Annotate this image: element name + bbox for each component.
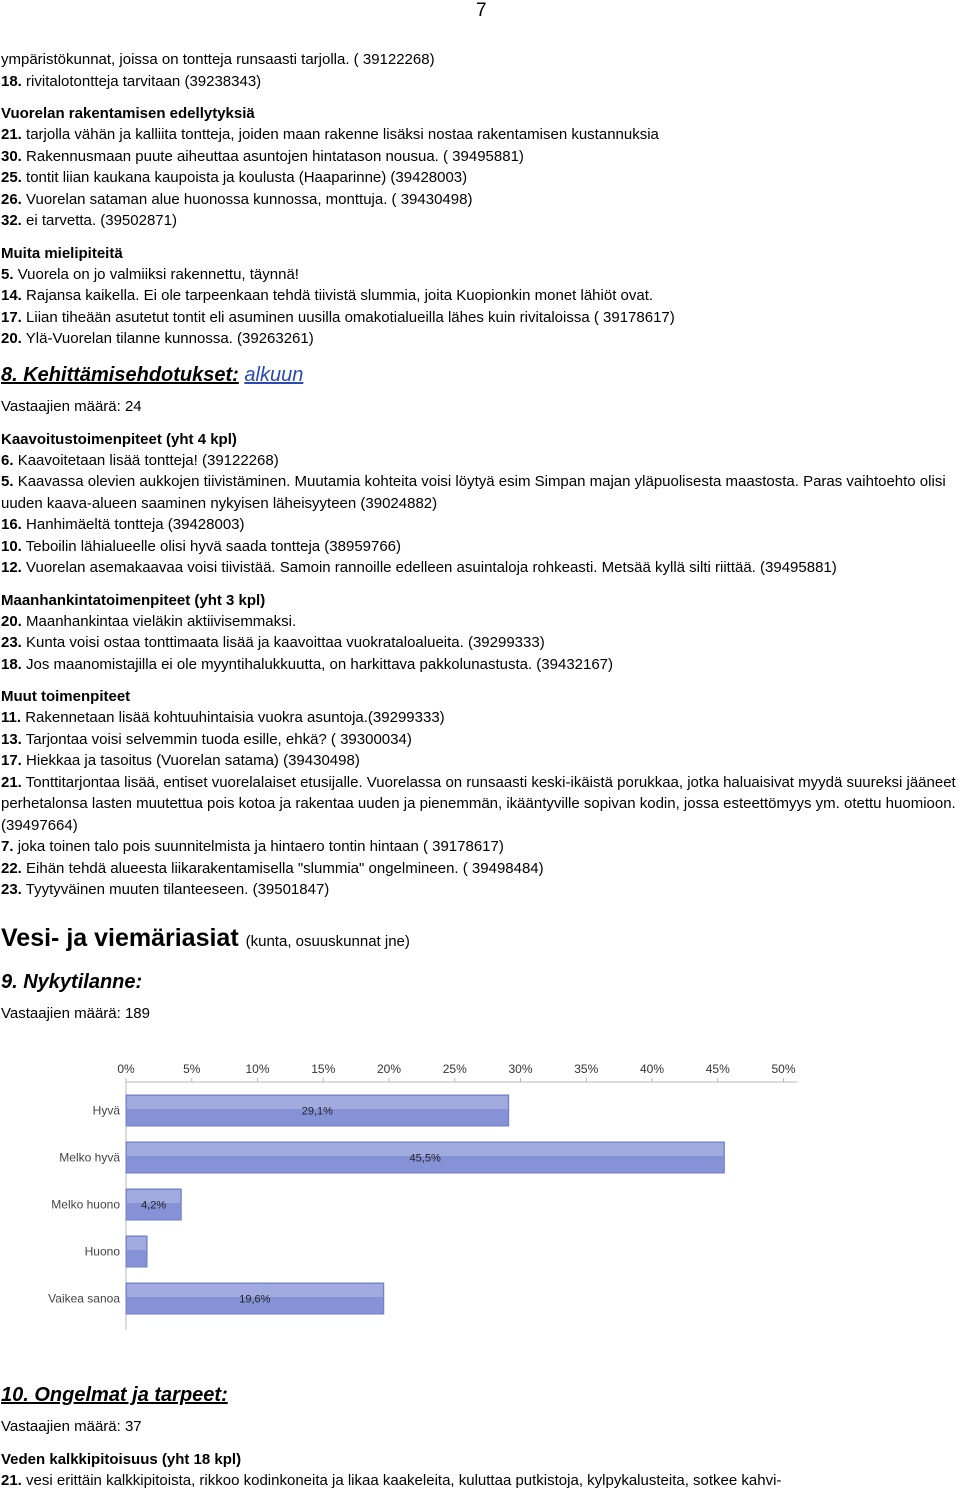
list-item: 14. Rajansa kaikella. Ei ole tarpeenkaan tehdä tiivistä slummia, joita Kuopionkin monet lähiöt ovat. [1,287,654,304]
list-item: 16. Hanhimäeltä tontteja (39428003) [1,516,245,533]
x-tick-label: 25% [442,1062,467,1076]
list-item: 25. tontit liian kaukana kaupoista ja koulusta (Haaparinne) (39428003) [1,169,468,186]
section-heading-maanhankinta: Maanhankintatoimenpiteet (yht 3 kpl) [1,591,266,609]
bar-value-label: 4,2% [141,1199,167,1212]
list-item: 23. Tyytyväinen muuten tilanteeseen. (39501847) [1,881,330,898]
category-label: Vaikea sanoa [48,1291,120,1306]
list-item: 21. tarjolla vähän ja kalliita tontteja, joiden maan rakenne lisäksi nostaa rakentamisen kustannuksia [1,126,659,143]
x-tick-label: 10% [245,1062,270,1076]
category-label: Melko huono [51,1197,120,1212]
back-to-top-link[interactable]: alkuun [244,363,304,386]
respondent-count: Vastaajien määrä: 24 [1,397,142,415]
list-item: 23. Kunta voisi ostaa tonttimaata lisää ja kaavoittaa vuokrataloalueita. (39299333) [1,634,545,651]
list-item: 5. Kaavassa olevien aukkojen tiivistäminen. Muutamia kohteita voisi löytyä esim Simpan majan yläpuolisesta maastosta. Paras vaihtoehto olisi uuden kaava-alueen saaminen nykyisen läheisyyteen (39024882) [1,473,946,512]
bar-value-label: 19,6% [239,1293,271,1306]
respondent-count: Vastaajien määrä: 189 [1,1004,150,1022]
list-item: 21. vesi erittäin kalkkipitoista, rikkoo kodinkoneita ja likaa kaakeleita, kuluttaa putkistoja, kylpykalusteita, sotkee kahvi- [1,1472,782,1489]
results-bar-chart [0,1060,960,1360]
x-tick-label: 35% [574,1062,599,1076]
list-item: 30. Rakennusmaan puute aiheuttaa asuntojen hintatason nousua. ( 39495881) [1,147,524,165]
list-item: 21. Tonttitarjontaa lisää, entiset vuorelalaiset etusijalle. Vuorelassa on runsaasti keski-ikäistä porukkaa, jotka haluaisivat myydä suureksi jääneet perhetalonsa lasten muutettua pois kotoa ja rakentaa uuden ja pienemmän, ikääntyville sopivan kodin, jossa esteettömyys ym. otettu huomioon. (39497664) [1,773,956,834]
x-tick-label: 0% [117,1062,135,1076]
list-item: 18. Jos maanomistajilla ei ole myyntihalukkuutta, on harkittava pakkolunastusta. (39432167) [1,655,614,673]
list-item: 17. Liian tiheään asutetut tontit eli asuminen uusilla omakotialueilla lähes kuin rivitaloissa ( 39178617) [1,308,675,326]
x-tick-label: 30% [508,1062,533,1076]
list-item: 13. Tarjontaa voisi selvemmin tuoda esille, ehkä? ( 39300034) [1,730,412,748]
list-item: 5. Vuorela on jo valmiiksi rakennettu, täynnä! [1,265,299,283]
section-heading-kaavoitus: Kaavoitustoimenpiteet (yht 4 kpl) [1,430,237,448]
list-item: 12. Vuorelan asemakaavaa voisi tiivistää. Samoin rannoille edelleen asuintaloja rohkeasti. Metsää kyllä silti riittää. (39495881) [1,559,837,576]
x-tick-label: 45% [705,1062,730,1076]
list-item: 17. Hiekkaa ja tasoitus (Vuorelan satama) (39430498) [1,752,360,769]
question-title: 8. Kehittämisehdotukset: [1,363,239,386]
page-number: 7 [476,0,487,21]
list-item: 26. Vuorelan sataman alue huonossa kunnossa, monttuja. ( 39430498) [1,190,473,208]
question-heading-9 [1,969,957,995]
x-tick-label: 15% [311,1062,336,1076]
x-tick-label: 20% [376,1062,402,1076]
question-heading-8 [1,362,957,388]
x-tick-label: 5% [183,1062,201,1076]
respondent-count: Vastaajien määrä: 37 [1,1418,142,1435]
list-item: 6. Kaavoitetaan lisää tontteja! (39122268) [1,451,279,469]
bar-value-label: 29,1% [301,1105,333,1118]
section-heading-muut: Muut toimenpiteet [1,688,131,705]
list-item: 11. Rakennetaan lisää kohtuuhintaisia vuokra asuntoja.(39299333) [1,709,445,726]
question-title: 10. Ongelmat ja tarpeet: [1,1384,228,1406]
document-body-continued [1,1370,957,1492]
section-heading-vuorelan: Vuorelan rakentamisen edellytyksiä [1,105,255,122]
bar-highlight [127,1237,146,1250]
bar-value-label: 45,5% [409,1152,441,1165]
list-item: 10. Teboilin lähialueelle olisi hyvä saada tontteja (38959766) [1,537,402,555]
category-label: Melko hyvä [59,1150,120,1165]
document-body [1,49,957,1025]
list-item: 20. Maanhankintaa vieläkin aktiivisemmaksi. [1,612,297,630]
category-label: Huono [84,1244,120,1259]
question-heading-10 [1,1382,957,1408]
list-item: 20. Ylä-Vuorelan tilanne kunnossa. (39263261) [1,330,314,347]
section-heading-muita: Muita mielipiteitä [1,244,123,262]
section-heading-kalkki: Veden kalkkipitoisuus (yht 18 kpl) [1,1451,242,1468]
list-item: 7. joka toinen talo pois suunnitelmista ja hintaero tontin hintaan ( 39178617) [1,838,504,855]
continued-item: ympäristökunnat, joissa on tontteja runsaasti tarjolla. ( 39122268) [1,51,435,68]
list-item: 22. Eihän tehdä alueesta liikarakentamisella "slummia" ongelmineen. ( 39498484) [1,859,544,877]
x-tick-label: 50% [771,1062,796,1076]
list-item: 18. rivitalotontteja tarvitaan (39238343) [1,72,262,90]
section-title-vesi: Vesi- ja viemäriasiat (kunta, osuuskunnat jne) [1,923,410,952]
list-item: 32. ei tarvetta. (39502871) [1,212,177,229]
category-label: Hyvä [92,1103,120,1118]
x-tick-label: 40% [639,1062,665,1076]
question-title: 9. Nykytilanne: [1,970,143,993]
